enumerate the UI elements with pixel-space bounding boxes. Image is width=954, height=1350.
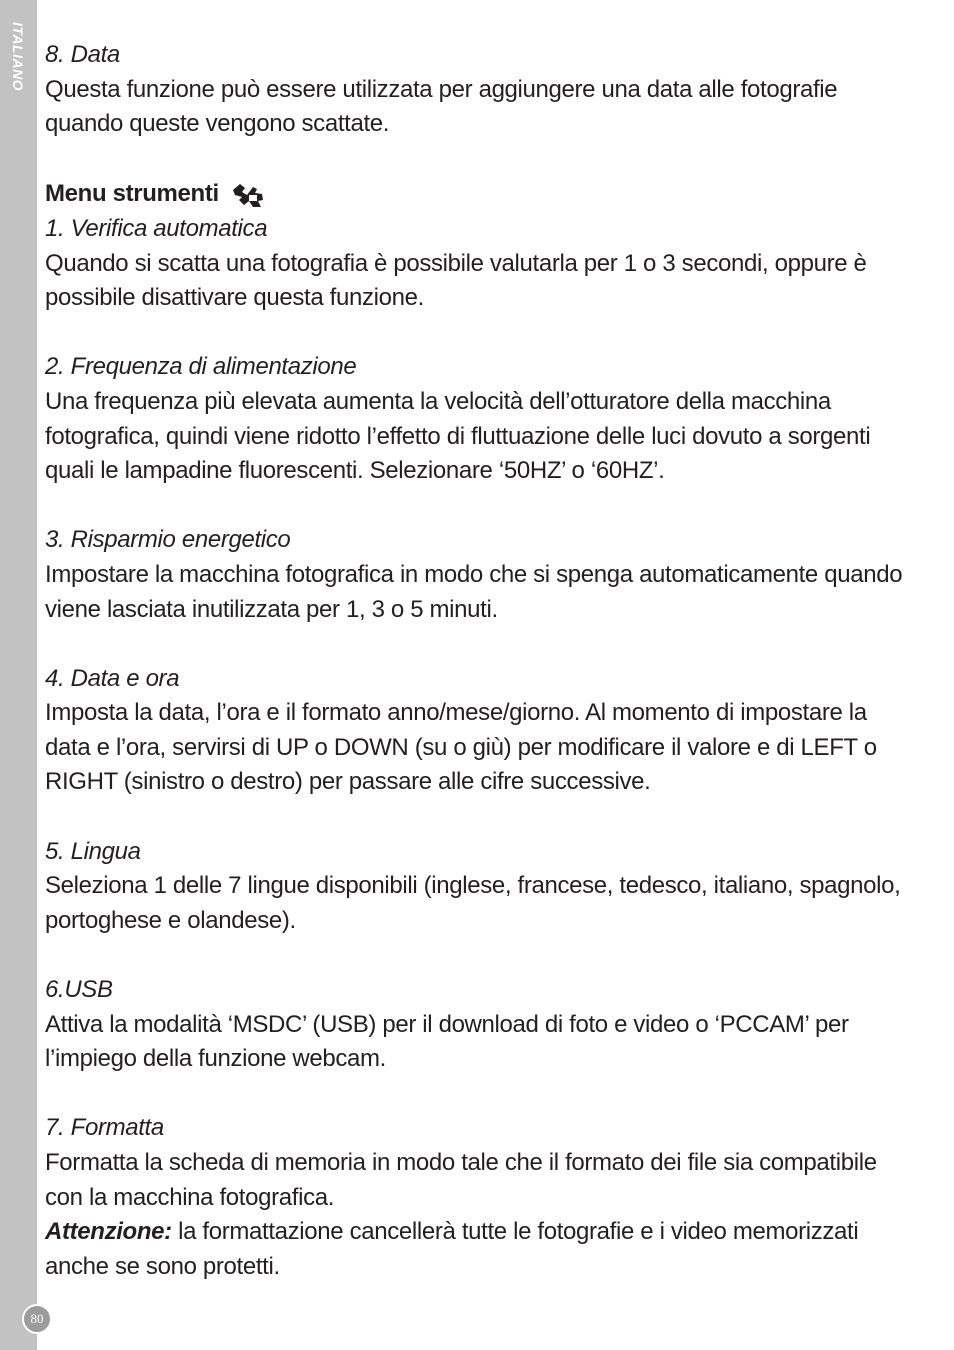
tools-icon xyxy=(231,181,265,209)
language-label: ITALIANO xyxy=(10,22,26,92)
menu-heading-label: Menu strumenti xyxy=(45,180,219,208)
page-number: 80 xyxy=(22,1304,52,1334)
section-title-frequenza: 2. Frequenza di alimentazione xyxy=(45,353,357,381)
section-title-dataora: 4. Data e ora xyxy=(45,664,180,692)
side-strip xyxy=(0,0,37,1350)
paragraph-line: l’impiego della funzione webcam. xyxy=(45,1045,386,1073)
document-body xyxy=(45,38,915,1284)
paragraph-line: viene lasciata inutilizzata per 1, 3 o 5 minuti. xyxy=(45,595,498,623)
paragraph-line: Quando si scatta una fotografia è possibile valutarla per 1 o 3 secondi, oppure è xyxy=(45,249,867,277)
paragraph-line: quando queste vengono scattate. xyxy=(45,110,390,138)
paragraph-line: Una frequenza più elevata aumenta la velocità dell’otturatore della macchina xyxy=(45,387,831,415)
paragraph-line: Formatta la scheda di memoria in modo tale che il formato dei file sia compatibile xyxy=(45,1149,877,1176)
paragraph-line: RIGHT (sinistro o destro) per passare alle cifre successive. xyxy=(45,768,651,796)
section-title-verifica: 1. Verifica automatica xyxy=(45,214,268,242)
paragraph-line: Questa funzione può essere utilizzata per aggiungere una data alle fotografie xyxy=(45,75,838,103)
menu-tools-heading xyxy=(45,177,915,212)
section-title-risparmio: 3. Risparmio energetico xyxy=(45,526,291,554)
paragraph-line: quali le lampadine fluorescenti. Selezionare ‘50HZ’ o ‘60HZ’. xyxy=(45,457,665,485)
paragraph-line: data e l’ora, servirsi di UP o DOWN (su o giù) per modificare il valore e di LEFT o xyxy=(45,733,877,761)
paragraph-line: Impostare la macchina fotografica in modo che si spenga automaticamente quando xyxy=(45,560,903,588)
section-title-formatta: 7. Formatta xyxy=(45,1114,164,1142)
paragraph-line: Imposta la data, l’ora e il formato anno/mese/giorno. Al momento di impostare la xyxy=(45,699,867,727)
paragraph-line: fotografica, quindi viene ridotto l’effetto di fluttuazione delle luci dovuto a sorgenti xyxy=(45,422,871,450)
paragraph-line: anche se sono protetti. xyxy=(45,1252,280,1280)
warning-paragraph xyxy=(45,1215,915,1250)
paragraph-line: Seleziona 1 delle 7 lingue disponibili (inglese, francese, tedesco, italiano, spagnolo, xyxy=(45,872,901,900)
paragraph-line: portoghese e olandese). xyxy=(45,906,296,934)
warning-text: la formattazione cancellerà tutte le fotografie e i video memorizzati xyxy=(171,1218,859,1246)
section-title-data: 8. Data xyxy=(45,41,120,68)
paragraph-line: possibile disattivare questa funzione. xyxy=(45,284,424,312)
section-title-usb: 6.USB xyxy=(45,976,113,1004)
section-title-lingua: 5. Lingua xyxy=(45,837,141,865)
paragraph-line: con la macchina fotografica. xyxy=(45,1183,335,1211)
warning-label: Attenzione: xyxy=(45,1218,172,1246)
paragraph-line: Attiva la modalità ‘MSDC’ (USB) per il download di foto e video o ‘PCCAM’ per xyxy=(45,1010,849,1038)
